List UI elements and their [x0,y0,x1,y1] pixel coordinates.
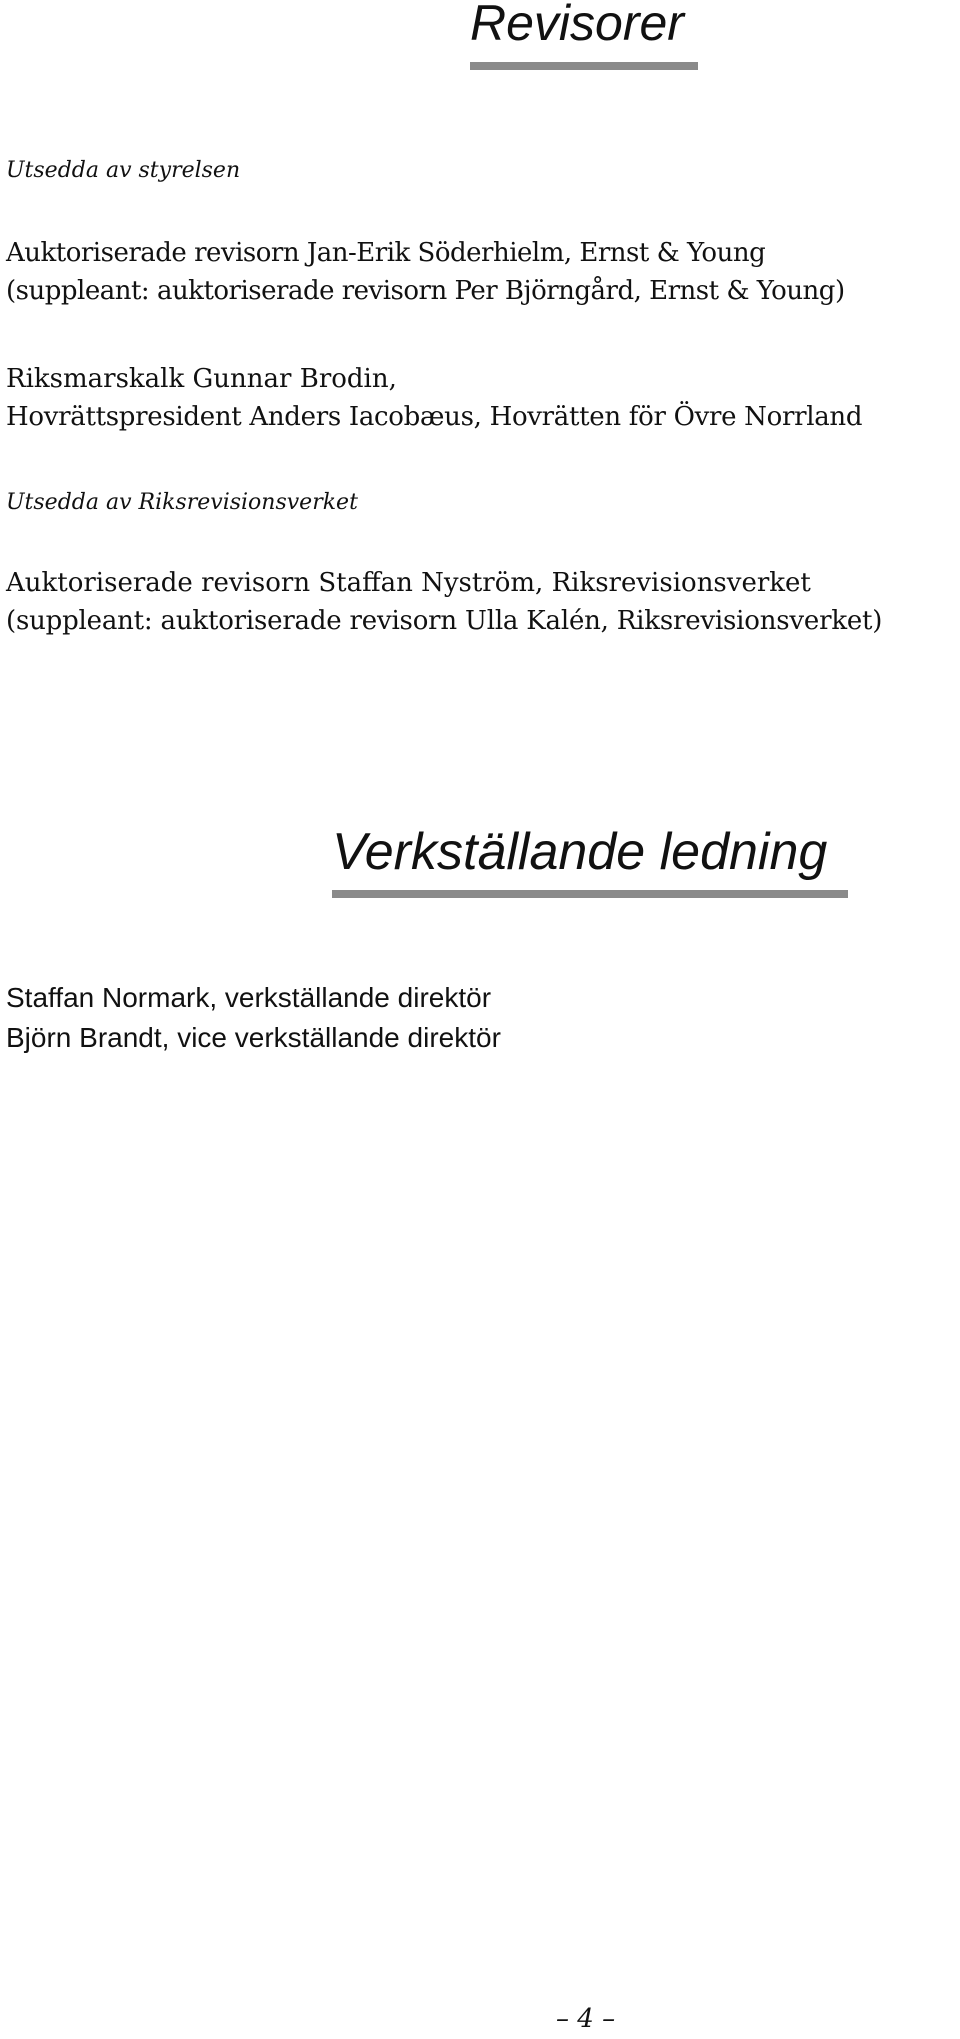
management-line: Staffan Normark, verkställande direktör [6,982,492,1013]
subheading-riksrevisionsverket-appointed: Utsedda av Riksrevisionsverket [6,490,358,515]
auditor-line: (suppleant: auktoriserade revisorn Per Björngård, Ernst & Young) [6,276,845,306]
management-line: Björn Brandt, vice verkställande direktör [6,1022,501,1053]
section-title-underline [332,890,848,898]
page-number: – 4 – [556,2004,616,2034]
subheading-board-appointed: Utsedda av styrelsen [6,158,241,183]
auditor-line: (suppleant: auktoriserade revisorn Ulla Kalén, Riksrevisionsverket) [6,606,883,636]
section-title: Verkställande ledning [332,823,828,881]
auditor-line: Riksmarskalk Gunnar Brodin, [6,364,397,394]
page-title: Revisorer [470,0,684,51]
auditor-line: Auktoriserade revisorn Staffan Nyström, Riksrevisionsverket [6,568,811,598]
title-underline [470,62,698,70]
auditor-line: Auktoriserade revisorn Jan-Erik Söderhielm, Ernst & Young [6,238,766,268]
auditor-line: Hovrättspresident Anders Iacobæus, Hovrätten för Övre Norrland [6,402,863,432]
